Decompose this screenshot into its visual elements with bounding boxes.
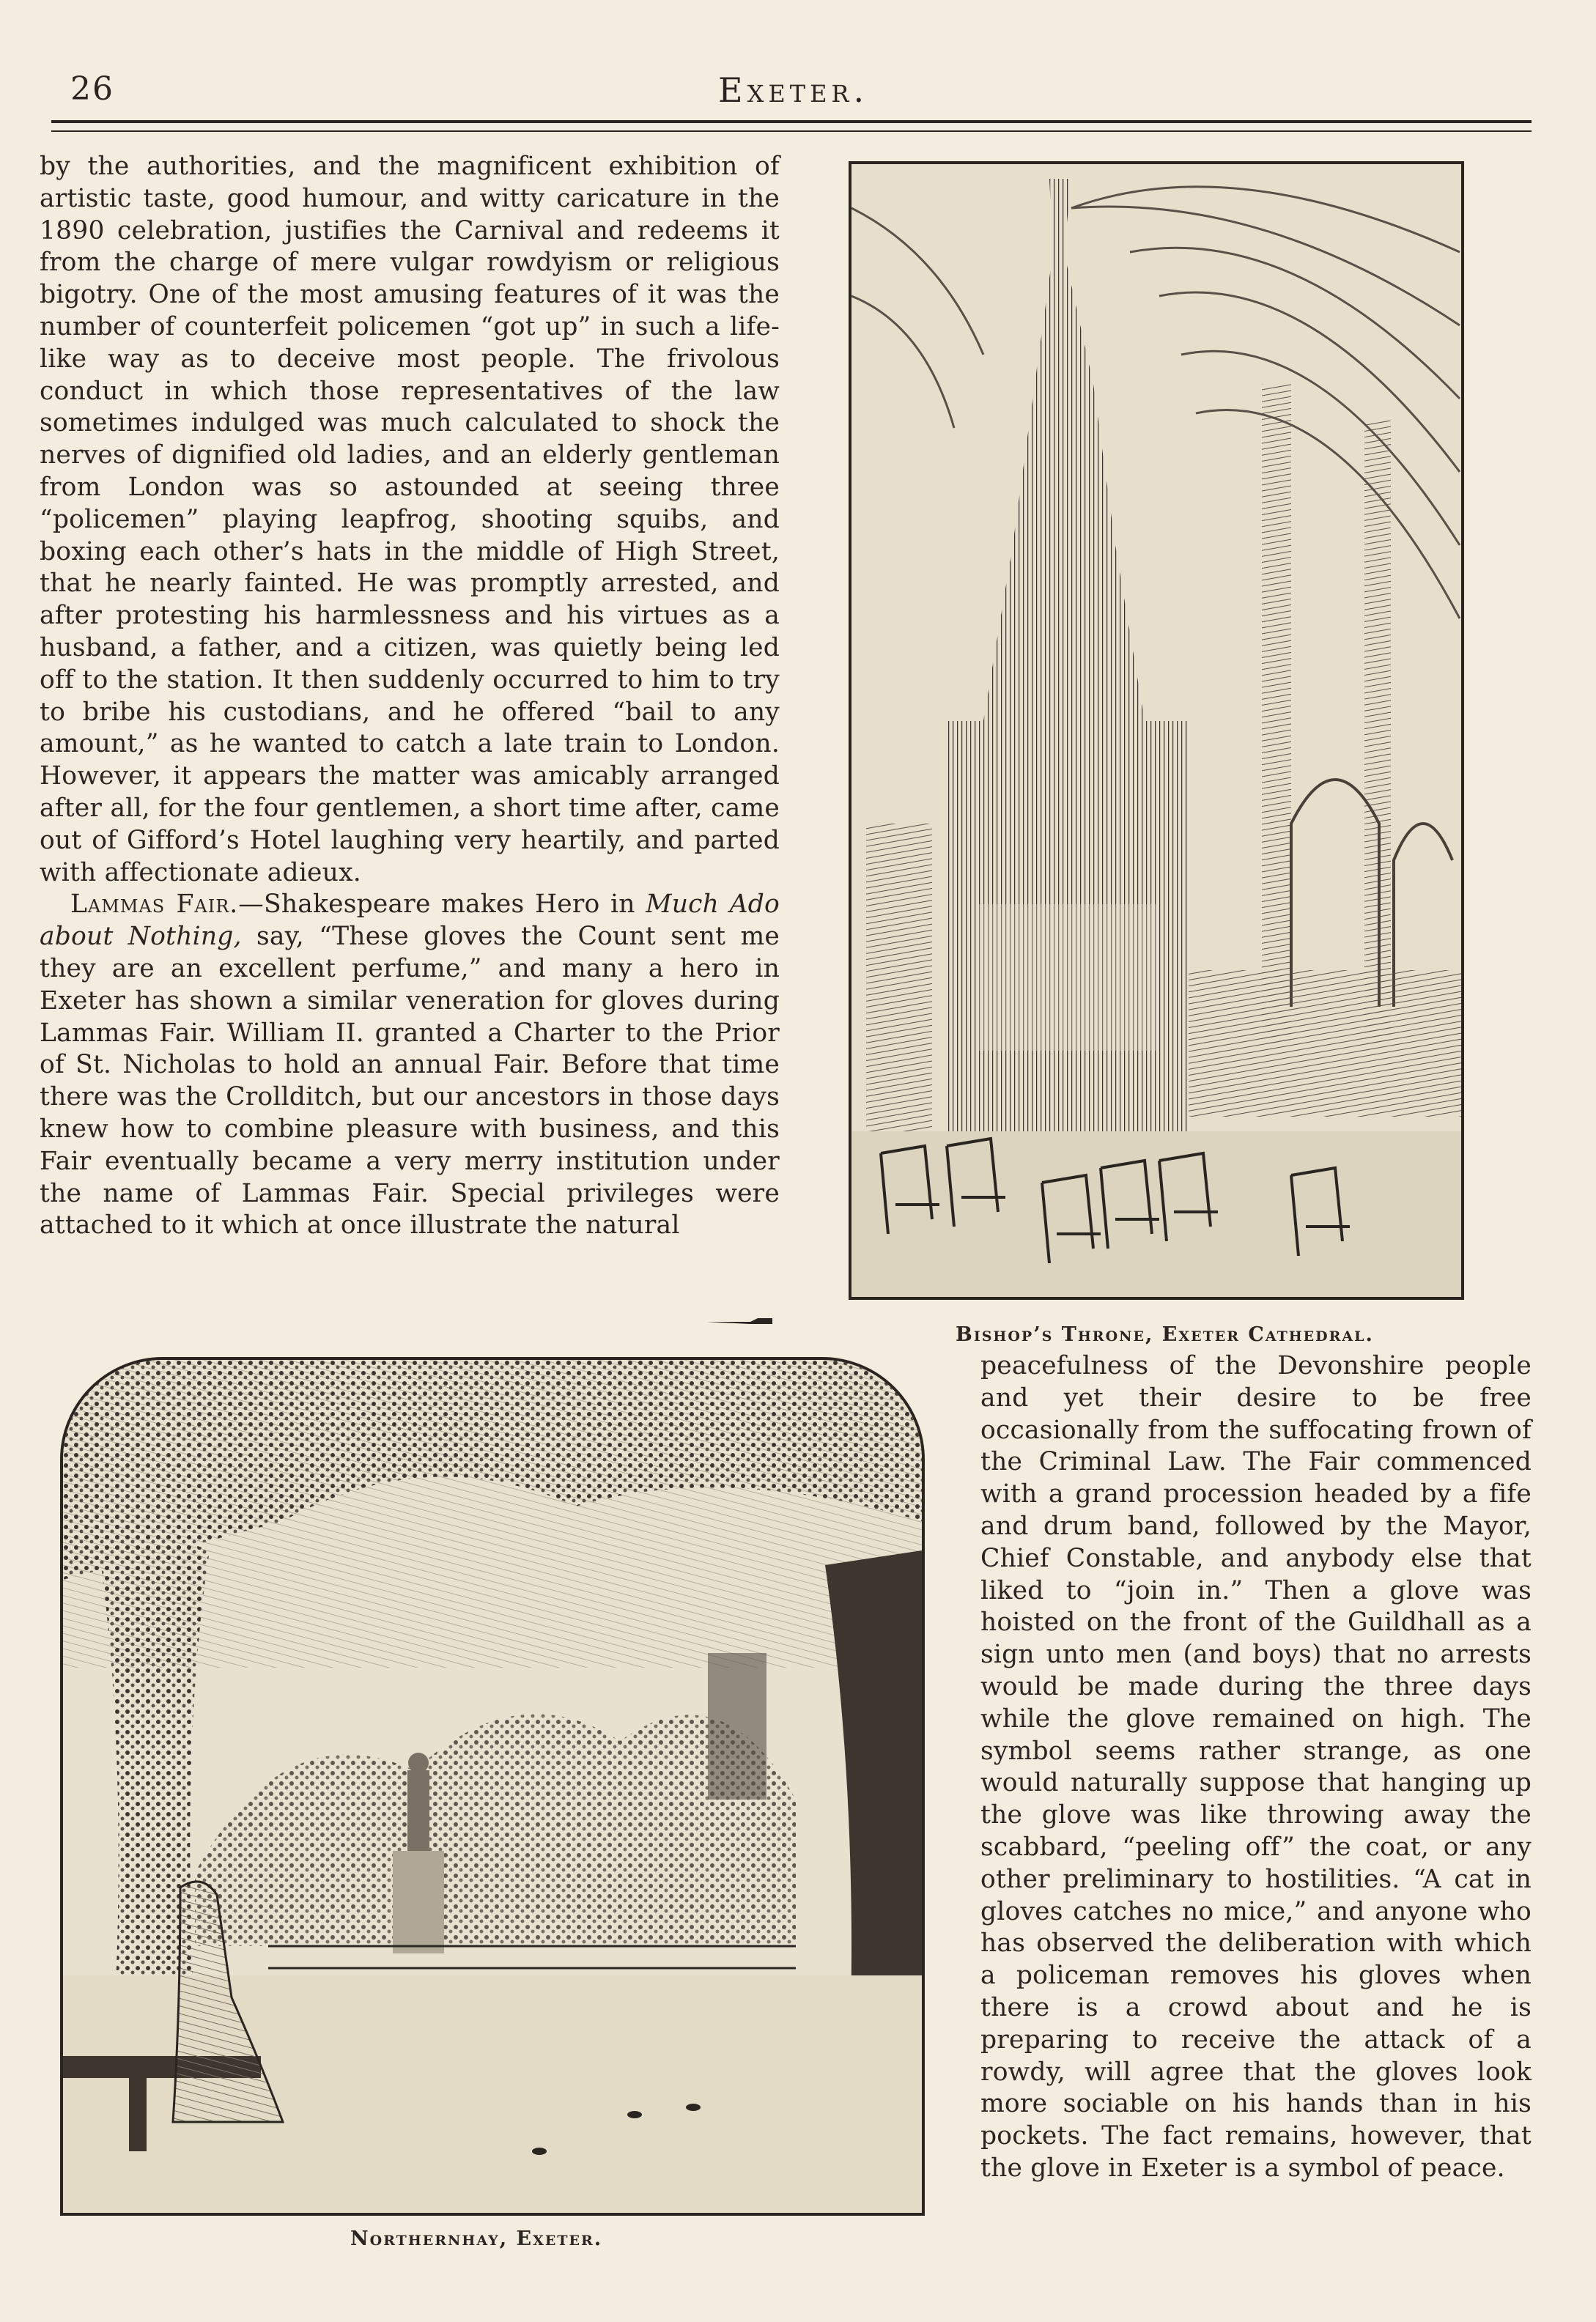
park-caption: Northernhay, Exeter. — [350, 2227, 603, 2250]
northernhay-illustration — [60, 1357, 925, 2216]
header-rule-thin — [51, 130, 1532, 132]
page-number: 26 — [70, 70, 114, 108]
left-text-column — [40, 151, 780, 1242]
play-title: Much Ado about Nothing, — [40, 890, 780, 952]
section-heading: Lammas Fair. — [70, 890, 239, 920]
cathedral-caption: Bishop’s Throne, Exeter Cathedral. — [956, 1323, 1374, 1346]
header-rule — [51, 120, 1532, 123]
paragraph-lammas-fair: Lammas Fair.—Shakespeare makes Hero in Much Ado about Nothing, say, “These gloves the Count sent me they are an excellent perfume,” and many a hero in Exeter has shown a similar veneration for gloves during Lammas Fair. William II. granted a Charter to the Prior of St. Nicholas to hold an annual Fair. Before that time there was the Crollditch, but our ancestors in those days knew how to combine pleasure with business, and this Fair eventually became a very merry institution under the name of Lammas Fair. Special privileges were attached to it which at once illustrate the natural — [40, 890, 780, 1241]
running-title: Exeter. — [718, 70, 869, 110]
right-text-column — [980, 1350, 1532, 2185]
ornament-dash — [706, 1315, 772, 1325]
bishops-throne-illustration — [849, 161, 1464, 1300]
paragraph-carnival: by the authorities, and the magnificent exhibition of artistic taste, good humour, and witty caricature in the 1890 celebration, justifies the Carnival and redeems it from the charge of mere vulgar rowdyism or religious bigotry. One of the most amusing features of it was the number of counterfeit policemen “got up” in such a life-like way as to deceive most people. The frivolous conduct in which those representatives of the law sometimes indulged was much calculated to shock the nerves of dignified old ladies, and an elderly gentleman from London was so astounded at seeing three “policemen” playing leapfrog, shooting squibs, and boxing each other’s hats in the middle of High Street, that he nearly fainted. He was promptly arrested, and after protesting his harmlessness and his virtues as a husband, a father, and a citizen, was quietly being led off to the station. It then suddenly occurred to him to try to bribe his custodians, and he offered “bail to any amount,” as he wanted to catch a late train to London. However, it appears the matter was amicably arranged after all, for the four gentlemen, a short time after, came out of Gifford’s Hotel laughing very heartily, and parted with affectionate adieux. — [40, 152, 780, 887]
paragraph-fair-continued: peacefulness of the Devonshire people and yet their desire to be free occasionally from the suffocating frown of the Criminal Law. The Fair commenced with a grand procession headed by a fife and drum band, followed by the Mayor, Chief Constable, and anybody else that liked to “join in.” Then a glove was hoisted on the front of the Guildhall as a sign unto men (and boys) that no arrests would be made during the three days while the glove remained on high. The symbol seems rather strange, as one would naturally suppose that hanging up the glove was like throwing away the scabbard, “peeling off” the coat, or any other preliminary to hostilities. “A cat in gloves catches no mice,” and anyone who has observed the deliberation with which a policeman removes his gloves when there is a crowd about and he is preparing to receive the attack of a rowdy, will agree that the gloves look more sociable on his hands than in his pockets. The fact remains, however, that the glove in Exeter is a symbol of peace. — [980, 1351, 1532, 2183]
